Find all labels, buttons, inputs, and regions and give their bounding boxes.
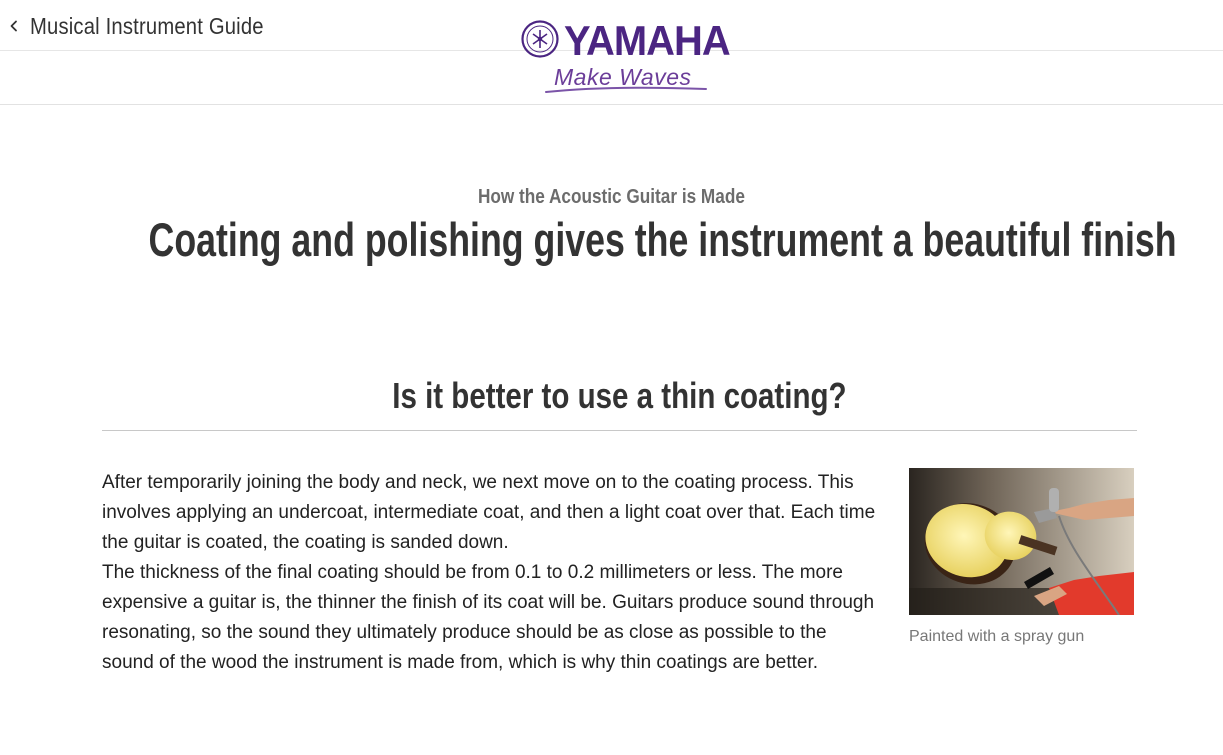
back-link-label: Musical Instrument Guide xyxy=(30,12,264,39)
article-kicker: How the Acoustic Guitar is Made xyxy=(477,186,745,208)
yamaha-logo[interactable] xyxy=(518,14,730,96)
section-heading: Is it better to use a thin coating? xyxy=(392,375,847,416)
back-to-guide-link[interactable] xyxy=(2,8,296,44)
figure-caption: Painted with a spray gun xyxy=(909,628,1085,645)
article-figure xyxy=(909,468,1134,646)
logo-tagline: Make Waves xyxy=(554,64,692,90)
chevron-left-icon xyxy=(2,14,26,38)
site-header xyxy=(0,0,1223,105)
body-paragraph: After temporarily joining the body and neck, we next move on to the coating process. This involves applying an undercoat, intermediate coat, and then a light coat over that. Each time the guitar is coated, the coating is sanded down. xyxy=(102,472,876,553)
logo-wordmark: YAMAHA xyxy=(564,17,730,64)
section-divider xyxy=(102,430,1137,431)
tagline-underline-swoosh xyxy=(544,84,708,94)
page-title: Coating and polishing gives the instrument a beautiful finish xyxy=(148,213,1177,266)
spray-painting-photo xyxy=(909,468,1134,615)
article-body xyxy=(102,468,877,678)
tuning-forks-emblem-icon xyxy=(520,19,560,59)
body-paragraph: The thickness of the final coating should be from 0.1 to 0.2 millimeters or less. The more expensive a guitar is, the thinner the finish of its coat will be. Guitars produce sound through resonating, so the sound they ultimately produce should be as close as possible to the sound of the wood the instrument is made from, which is why thin coatings are better. xyxy=(102,562,875,673)
